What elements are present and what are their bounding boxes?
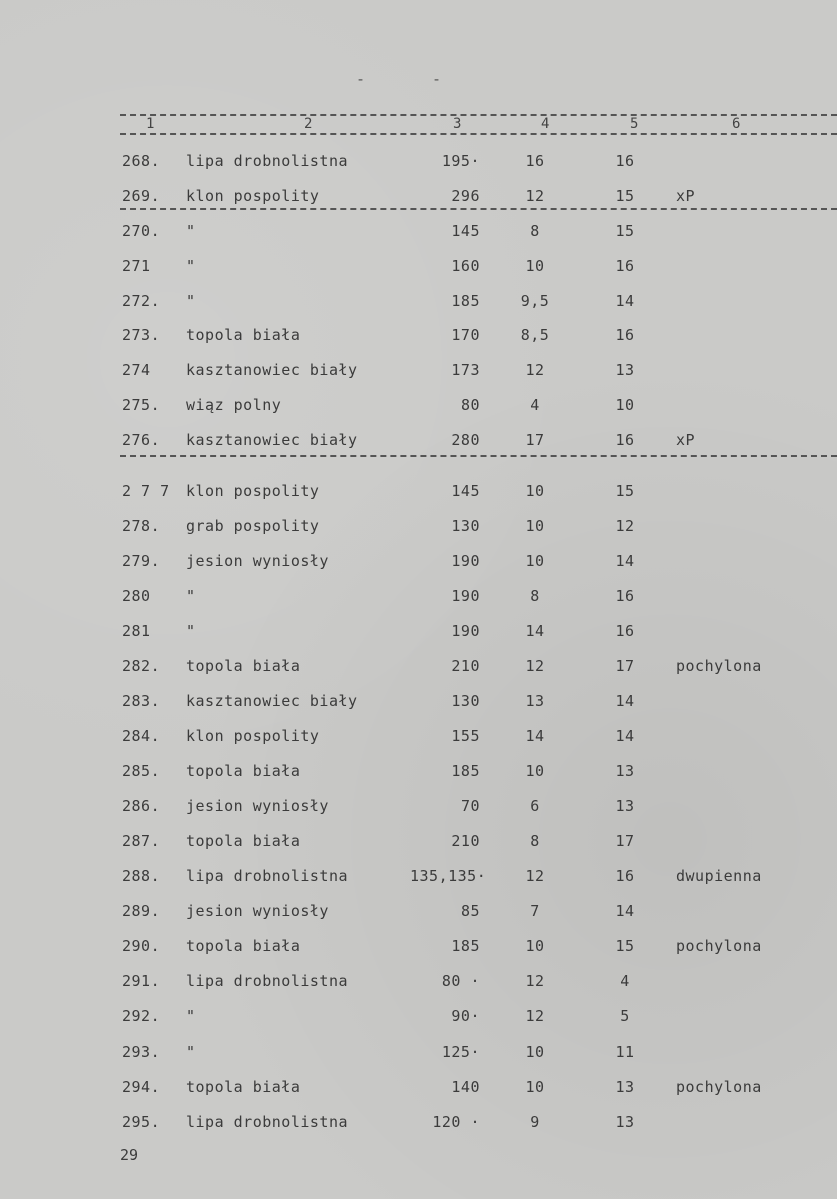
species-name: " xyxy=(186,257,196,275)
height-value: 9,5 xyxy=(520,292,550,310)
table-row xyxy=(0,622,837,646)
table-row xyxy=(0,797,837,821)
height-value: 14 xyxy=(525,622,545,640)
row-number: 269. xyxy=(122,187,161,205)
circumference-value: 296 xyxy=(451,187,480,205)
crown-value: 16 xyxy=(615,152,635,170)
species-name: " xyxy=(186,587,196,605)
remark-value: xP xyxy=(676,187,696,205)
crown-value: 13 xyxy=(615,1078,635,1096)
column-header: 3 xyxy=(453,116,462,132)
crown-value: 16 xyxy=(615,257,635,275)
species-name: " xyxy=(186,292,196,310)
crown-value: 16 xyxy=(615,587,635,605)
column-header: 2 xyxy=(304,116,313,132)
circumference-value: 80 xyxy=(460,396,480,414)
table-row xyxy=(0,222,837,246)
table-row xyxy=(0,1007,837,1031)
header-mark: - xyxy=(432,70,442,88)
height-value: 12 xyxy=(525,361,545,379)
table-row xyxy=(0,867,837,891)
header-rule xyxy=(120,133,837,135)
crown-value: 17 xyxy=(615,657,635,675)
circumference-value: 185 xyxy=(451,762,480,780)
column-header: 6 xyxy=(732,116,741,132)
circumference-value: 70 xyxy=(460,797,480,815)
row-number: 289. xyxy=(122,902,161,920)
row-number: 288. xyxy=(122,867,161,885)
table-row xyxy=(0,762,837,786)
table-row xyxy=(0,832,837,856)
height-value: 13 xyxy=(525,692,545,710)
circumference-value: 210 xyxy=(451,657,480,675)
circumference-value: 90· xyxy=(451,1007,480,1025)
circumference-value: 190 xyxy=(451,622,480,640)
circumference-value: 140 xyxy=(451,1078,480,1096)
column-header: 1 xyxy=(146,116,155,132)
table-row xyxy=(0,937,837,961)
height-value: 10 xyxy=(525,1078,545,1096)
height-value: 4 xyxy=(530,396,540,414)
height-value: 12 xyxy=(525,1007,545,1025)
row-number: 271 xyxy=(122,257,151,275)
species-name: topola biała xyxy=(186,657,301,675)
remark-value: pochylona xyxy=(676,657,762,675)
height-value: 10 xyxy=(525,762,545,780)
height-value: 12 xyxy=(525,657,545,675)
row-number: 284. xyxy=(122,727,161,745)
circumference-value: 185 xyxy=(451,937,480,955)
table-row xyxy=(0,257,837,281)
crown-value: 13 xyxy=(615,762,635,780)
circumference-value: 190 xyxy=(451,587,480,605)
table-row xyxy=(0,396,837,420)
circumference-value: 120 · xyxy=(432,1113,480,1131)
species-name: " xyxy=(186,222,196,240)
table-row xyxy=(0,1043,837,1067)
circumference-value: 80 · xyxy=(441,972,480,990)
table-row xyxy=(0,552,837,576)
height-value: 10 xyxy=(525,1043,545,1061)
species-name: kasztanowiec biały xyxy=(186,431,358,449)
species-name: wiąz polny xyxy=(186,396,282,414)
species-name: lipa drobnolistna xyxy=(186,1113,349,1131)
table-row xyxy=(0,152,837,176)
height-value: 10 xyxy=(525,257,545,275)
remark-value: pochylona xyxy=(676,1078,762,1096)
species-name: lipa drobnolistna xyxy=(186,152,349,170)
row-number: 275. xyxy=(122,396,161,414)
circumference-value: 195· xyxy=(441,152,480,170)
row-number: 281 xyxy=(122,622,151,640)
row-number: 278. xyxy=(122,517,161,535)
height-value: 14 xyxy=(525,727,545,745)
crown-value: 13 xyxy=(615,1113,635,1131)
column-header: 4 xyxy=(541,116,550,132)
crown-value: 17 xyxy=(615,832,635,850)
height-value: 12 xyxy=(525,187,545,205)
species-name: " xyxy=(186,622,196,640)
crown-value: 16 xyxy=(615,431,635,449)
crown-value: 4 xyxy=(620,972,630,990)
row-number: 292. xyxy=(122,1007,161,1025)
crown-value: 16 xyxy=(615,867,635,885)
height-value: 8,5 xyxy=(520,326,550,344)
circumference-value: 170 xyxy=(451,326,480,344)
crown-value: 10 xyxy=(615,396,635,414)
circumference-value: 190 xyxy=(451,552,480,570)
species-name: klon pospolity xyxy=(186,727,320,745)
circumference-value: 130 xyxy=(451,517,480,535)
header-mark: - xyxy=(356,70,366,88)
species-name: lipa drobnolistna xyxy=(186,972,349,990)
circumference-value: 145 xyxy=(451,222,480,240)
row-separator xyxy=(120,455,837,457)
crown-value: 11 xyxy=(615,1043,635,1061)
species-name: topola biała xyxy=(186,937,301,955)
species-name: topola biała xyxy=(186,326,301,344)
species-name: jesion wyniosły xyxy=(186,902,329,920)
row-number: 268. xyxy=(122,152,161,170)
height-value: 10 xyxy=(525,937,545,955)
species-name: jesion wyniosły xyxy=(186,797,329,815)
crown-value: 15 xyxy=(615,187,635,205)
row-separator xyxy=(120,208,837,210)
row-number: 282. xyxy=(122,657,161,675)
top-rule xyxy=(120,114,837,116)
circumference-value: 210 xyxy=(451,832,480,850)
row-number: 270. xyxy=(122,222,161,240)
row-number: 290. xyxy=(122,937,161,955)
circumference-value: 155 xyxy=(451,727,480,745)
crown-value: 15 xyxy=(615,937,635,955)
species-name: " xyxy=(186,1007,196,1025)
circumference-value: 135,135· xyxy=(410,867,487,885)
species-name: " xyxy=(186,1043,196,1061)
crown-value: 13 xyxy=(615,361,635,379)
height-value: 12 xyxy=(525,867,545,885)
crown-value: 15 xyxy=(615,222,635,240)
column-header: 5 xyxy=(630,116,639,132)
species-name: kasztanowiec biały xyxy=(186,692,358,710)
species-name: klon pospolity xyxy=(186,187,320,205)
species-name: topola biała xyxy=(186,762,301,780)
row-number: 2 7 7 xyxy=(122,482,170,500)
species-name: topola biała xyxy=(186,1078,301,1096)
row-number: 274 xyxy=(122,361,151,379)
page-number: 29 xyxy=(120,1146,139,1164)
crown-value: 14 xyxy=(615,552,635,570)
table-row xyxy=(0,517,837,541)
remark-value: xP xyxy=(676,431,696,449)
remark-value: dwupienna xyxy=(676,867,762,885)
species-name: kasztanowiec biały xyxy=(186,361,358,379)
crown-value: 12 xyxy=(615,517,635,535)
table-row xyxy=(0,361,837,385)
height-value: 12 xyxy=(525,972,545,990)
height-value: 16 xyxy=(525,152,545,170)
height-value: 8 xyxy=(530,222,540,240)
row-number: 294. xyxy=(122,1078,161,1096)
crown-value: 5 xyxy=(620,1007,630,1025)
height-value: 8 xyxy=(530,832,540,850)
species-name: topola biała xyxy=(186,832,301,850)
circumference-value: 173 xyxy=(451,361,480,379)
height-value: 10 xyxy=(525,482,545,500)
row-number: 280 xyxy=(122,587,151,605)
table-row xyxy=(0,482,837,506)
height-value: 10 xyxy=(525,517,545,535)
height-value: 9 xyxy=(530,1113,540,1131)
circumference-value: 145 xyxy=(451,482,480,500)
crown-value: 14 xyxy=(615,292,635,310)
table-row xyxy=(0,692,837,716)
height-value: 10 xyxy=(525,552,545,570)
table-row xyxy=(0,902,837,926)
table-row xyxy=(0,1113,837,1137)
table-row xyxy=(0,972,837,996)
row-number: 276. xyxy=(122,431,161,449)
height-value: 17 xyxy=(525,431,545,449)
crown-value: 13 xyxy=(615,797,635,815)
circumference-value: 280 xyxy=(451,431,480,449)
species-name: grab pospolity xyxy=(186,517,320,535)
crown-value: 16 xyxy=(615,326,635,344)
crown-value: 14 xyxy=(615,727,635,745)
crown-value: 14 xyxy=(615,902,635,920)
species-name: jesion wyniosły xyxy=(186,552,329,570)
circumference-value: 130 xyxy=(451,692,480,710)
table-row xyxy=(0,727,837,751)
circumference-value: 125· xyxy=(441,1043,480,1061)
species-name: lipa drobnolistna xyxy=(186,867,349,885)
row-number: 293. xyxy=(122,1043,161,1061)
row-number: 272. xyxy=(122,292,161,310)
row-number: 286. xyxy=(122,797,161,815)
remark-value: pochylona xyxy=(676,937,762,955)
height-value: 6 xyxy=(530,797,540,815)
crown-value: 16 xyxy=(615,622,635,640)
crown-value: 14 xyxy=(615,692,635,710)
row-number: 291. xyxy=(122,972,161,990)
table-row xyxy=(0,587,837,611)
table-row xyxy=(0,431,837,455)
height-value: 7 xyxy=(530,902,540,920)
table-row xyxy=(0,657,837,681)
row-number: 287. xyxy=(122,832,161,850)
table-row xyxy=(0,326,837,350)
row-number: 273. xyxy=(122,326,161,344)
row-number: 285. xyxy=(122,762,161,780)
circumference-value: 160 xyxy=(451,257,480,275)
height-value: 8 xyxy=(530,587,540,605)
circumference-value: 185 xyxy=(451,292,480,310)
row-number: 279. xyxy=(122,552,161,570)
table-row xyxy=(0,292,837,316)
row-number: 295. xyxy=(122,1113,161,1131)
circumference-value: 85 xyxy=(460,902,480,920)
species-name: klon pospolity xyxy=(186,482,320,500)
crown-value: 15 xyxy=(615,482,635,500)
table-row xyxy=(0,1078,837,1102)
row-number: 283. xyxy=(122,692,161,710)
